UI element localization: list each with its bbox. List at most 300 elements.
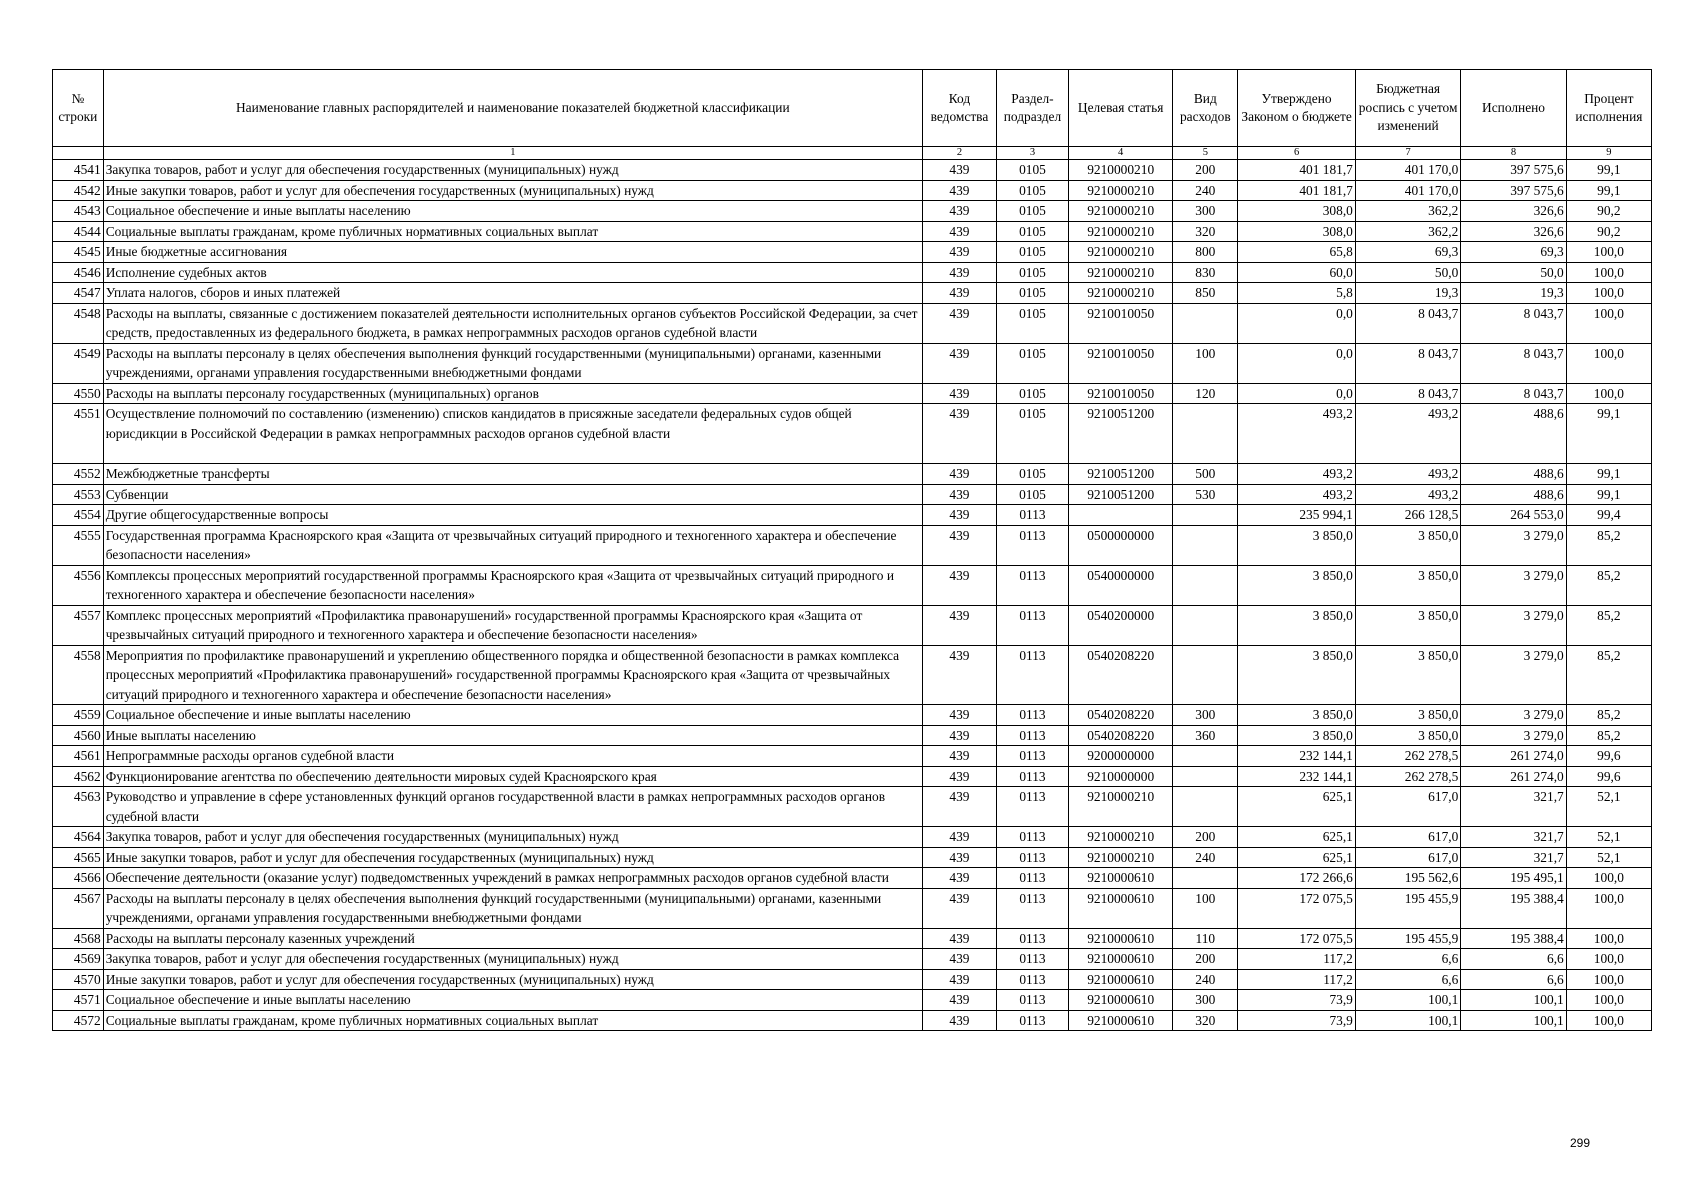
table-row — [53, 484, 1652, 505]
row-name-cell: Иные закупки товаров, работ и услуг для обеспечения государственных (муниципальных) нужд — [103, 969, 922, 990]
section-cell: 0105 — [996, 160, 1068, 181]
target-article-cell: 9210051200 — [1068, 484, 1172, 505]
header-department-code: Код ведомства — [922, 70, 996, 147]
target-article-cell: 0540208220 — [1068, 645, 1172, 705]
executed-amount-cell: 261 274,0 — [1461, 746, 1566, 767]
department-code-cell: 439 — [922, 201, 996, 222]
department-code-cell: 439 — [922, 283, 996, 304]
table-row — [53, 283, 1652, 304]
target-article-cell: 9210051200 — [1068, 404, 1172, 464]
execution-percent-cell: 85,2 — [1566, 725, 1651, 746]
budget-list-amount-cell: 617,0 — [1355, 827, 1460, 848]
section-cell: 0113 — [996, 645, 1068, 705]
row-number-cell: 4556 — [53, 565, 104, 605]
budget-list-amount-cell: 8 043,7 — [1355, 343, 1460, 383]
expense-type-cell: 850 — [1173, 283, 1238, 304]
row-name-cell: Мероприятия по профилактике правонарушений и укреплению общественного порядка и общественной безопасности в рамках комплекса процессных мероприятий «Профилактика правонарушений» государственной программы Красноярского края «Защита от чрезвычайных ситуаций природного и техногенного характера и обеспечение безопасности населения» — [103, 645, 922, 705]
target-article-cell: 9210000210 — [1068, 827, 1172, 848]
target-article-cell: 9210000610 — [1068, 990, 1172, 1011]
column-number: 3 — [996, 147, 1068, 160]
expense-type-cell: 800 — [1173, 242, 1238, 263]
execution-percent-cell: 100,0 — [1566, 928, 1651, 949]
row-name-cell: Иные выплаты населению — [103, 725, 922, 746]
row-name-cell: Непрограммные расходы органов судебной власти — [103, 746, 922, 767]
section-cell: 0105 — [996, 383, 1068, 404]
table-row — [53, 787, 1652, 827]
section-cell: 0105 — [996, 201, 1068, 222]
header-expense-type: Вид расходов — [1173, 70, 1238, 147]
section-cell: 0105 — [996, 303, 1068, 343]
approved-amount-cell: 0,0 — [1238, 303, 1356, 343]
department-code-cell: 439 — [922, 464, 996, 485]
approved-amount-cell: 65,8 — [1238, 242, 1356, 263]
execution-percent-cell: 100,0 — [1566, 949, 1651, 970]
approved-amount-cell: 5,8 — [1238, 283, 1356, 304]
budget-list-amount-cell: 617,0 — [1355, 847, 1460, 868]
approved-amount-cell: 0,0 — [1238, 383, 1356, 404]
section-cell: 0105 — [996, 262, 1068, 283]
execution-percent-cell: 100,0 — [1566, 242, 1651, 263]
expense-type-cell: 100 — [1173, 888, 1238, 928]
execution-percent-cell: 99,4 — [1566, 505, 1651, 526]
budget-list-amount-cell: 8 043,7 — [1355, 383, 1460, 404]
row-number-cell: 4562 — [53, 766, 104, 787]
section-cell: 0113 — [996, 1010, 1068, 1031]
approved-amount-cell: 73,9 — [1238, 1010, 1356, 1031]
executed-amount-cell: 488,6 — [1461, 484, 1566, 505]
approved-amount-cell: 625,1 — [1238, 787, 1356, 827]
budget-list-amount-cell: 401 170,0 — [1355, 180, 1460, 201]
table-row — [53, 343, 1652, 383]
budget-list-amount-cell: 8 043,7 — [1355, 303, 1460, 343]
approved-amount-cell: 493,2 — [1238, 464, 1356, 485]
table-row — [53, 404, 1652, 464]
approved-amount-cell: 73,9 — [1238, 990, 1356, 1011]
section-cell: 0105 — [996, 242, 1068, 263]
department-code-cell: 439 — [922, 383, 996, 404]
budget-list-amount-cell: 262 278,5 — [1355, 766, 1460, 787]
execution-percent-cell: 85,2 — [1566, 605, 1651, 645]
table-header — [53, 70, 1652, 160]
row-name-cell: Комплекс процессных мероприятий «Профилактика правонарушений» государственной программы Красноярского края «Защита от чрезвычайных ситуаций природного и техногенного характера и обеспечение безопасности населения» — [103, 605, 922, 645]
section-cell: 0105 — [996, 484, 1068, 505]
executed-amount-cell: 321,7 — [1461, 787, 1566, 827]
target-article-cell: 9210000210 — [1068, 787, 1172, 827]
approved-amount-cell: 3 850,0 — [1238, 525, 1356, 565]
executed-amount-cell: 100,1 — [1461, 990, 1566, 1011]
expense-type-cell: 120 — [1173, 383, 1238, 404]
expense-type-cell: 100 — [1173, 343, 1238, 383]
table-row — [53, 1010, 1652, 1031]
department-code-cell: 439 — [922, 888, 996, 928]
table-row — [53, 847, 1652, 868]
row-number-cell: 4553 — [53, 484, 104, 505]
column-number: 5 — [1173, 147, 1238, 160]
target-article-cell: 9210000610 — [1068, 888, 1172, 928]
row-name-cell: Социальное обеспечение и иные выплаты населению — [103, 201, 922, 222]
expense-type-cell — [1173, 404, 1238, 464]
execution-percent-cell: 99,1 — [1566, 180, 1651, 201]
expense-type-cell — [1173, 766, 1238, 787]
department-code-cell: 439 — [922, 605, 996, 645]
row-name-cell: Иные закупки товаров, работ и услуг для обеспечения государственных (муниципальных) нужд — [103, 180, 922, 201]
executed-amount-cell: 261 274,0 — [1461, 766, 1566, 787]
row-name-cell: Закупка товаров, работ и услуг для обеспечения государственных (муниципальных) нужд — [103, 949, 922, 970]
department-code-cell: 439 — [922, 221, 996, 242]
budget-list-amount-cell: 493,2 — [1355, 464, 1460, 485]
section-cell: 0113 — [996, 725, 1068, 746]
execution-percent-cell: 99,6 — [1566, 746, 1651, 767]
target-article-cell: 0540208220 — [1068, 725, 1172, 746]
row-name-cell: Иные бюджетные ассигнования — [103, 242, 922, 263]
execution-percent-cell: 100,0 — [1566, 888, 1651, 928]
budget-list-amount-cell: 19,3 — [1355, 283, 1460, 304]
section-cell: 0113 — [996, 969, 1068, 990]
section-cell: 0113 — [996, 525, 1068, 565]
executed-amount-cell: 8 043,7 — [1461, 343, 1566, 383]
row-name-cell: Субвенции — [103, 484, 922, 505]
budget-list-amount-cell: 195 562,6 — [1355, 868, 1460, 889]
row-number-cell: 4563 — [53, 787, 104, 827]
row-name-cell: Иные закупки товаров, работ и услуг для обеспечения государственных (муниципальных) нужд — [103, 847, 922, 868]
row-number-cell: 4567 — [53, 888, 104, 928]
department-code-cell: 439 — [922, 746, 996, 767]
row-name-cell: Социальные выплаты гражданам, кроме публичных нормативных социальных выплат — [103, 1010, 922, 1031]
executed-amount-cell: 321,7 — [1461, 827, 1566, 848]
execution-percent-cell: 100,0 — [1566, 383, 1651, 404]
row-name-cell: Закупка товаров, работ и услуг для обеспечения государственных (муниципальных) нужд — [103, 160, 922, 181]
expense-type-cell: 300 — [1173, 705, 1238, 726]
expense-type-cell — [1173, 787, 1238, 827]
budget-list-amount-cell: 3 850,0 — [1355, 525, 1460, 565]
table-row — [53, 949, 1652, 970]
budget-list-amount-cell: 617,0 — [1355, 787, 1460, 827]
header-percent: Процент исполнения — [1566, 70, 1651, 147]
executed-amount-cell: 3 279,0 — [1461, 725, 1566, 746]
expense-type-cell: 200 — [1173, 949, 1238, 970]
target-article-cell: 9210051200 — [1068, 464, 1172, 485]
row-name-cell: Функционирование агентства по обеспечению деятельности мировых судей Красноярского края — [103, 766, 922, 787]
row-name-cell: Расходы на выплаты персоналу казенных учреждений — [103, 928, 922, 949]
table-row — [53, 969, 1652, 990]
target-article-cell: 0500000000 — [1068, 525, 1172, 565]
department-code-cell: 439 — [922, 949, 996, 970]
row-name-cell: Социальные выплаты гражданам, кроме публичных нормативных социальных выплат — [103, 221, 922, 242]
column-number: 1 — [103, 147, 922, 160]
department-code-cell: 439 — [922, 565, 996, 605]
department-code-cell: 439 — [922, 404, 996, 464]
expense-type-cell — [1173, 505, 1238, 526]
executed-amount-cell: 3 279,0 — [1461, 605, 1566, 645]
row-name-cell: Руководство и управление в сфере установленных функций органов государственной власти в рамках непрограммных расходов органов судебной власти — [103, 787, 922, 827]
column-number: 9 — [1566, 147, 1651, 160]
section-cell: 0113 — [996, 746, 1068, 767]
row-name-cell: Расходы на выплаты персоналу в целях обеспечения выполнения функций государственными (муниципальными) органами, казенными учреждениями, органами управления государственными внебюджетными фондами — [103, 343, 922, 383]
executed-amount-cell: 19,3 — [1461, 283, 1566, 304]
table-row — [53, 180, 1652, 201]
execution-percent-cell: 100,0 — [1566, 343, 1651, 383]
column-number: 7 — [1355, 147, 1460, 160]
target-article-cell: 9210000210 — [1068, 242, 1172, 263]
target-article-cell: 9210000610 — [1068, 949, 1172, 970]
expense-type-cell — [1173, 645, 1238, 705]
section-cell: 0105 — [996, 283, 1068, 304]
execution-percent-cell: 99,1 — [1566, 464, 1651, 485]
row-name-cell: Исполнение судебных актов — [103, 262, 922, 283]
executed-amount-cell: 8 043,7 — [1461, 383, 1566, 404]
target-article-cell: 9210010050 — [1068, 303, 1172, 343]
table-row — [53, 242, 1652, 263]
approved-amount-cell: 0,0 — [1238, 343, 1356, 383]
executed-amount-cell: 69,3 — [1461, 242, 1566, 263]
approved-amount-cell: 3 850,0 — [1238, 645, 1356, 705]
department-code-cell: 439 — [922, 645, 996, 705]
expense-type-cell: 830 — [1173, 262, 1238, 283]
budget-list-amount-cell: 3 850,0 — [1355, 645, 1460, 705]
approved-amount-cell: 625,1 — [1238, 847, 1356, 868]
row-number-cell: 4548 — [53, 303, 104, 343]
budget-list-amount-cell: 362,2 — [1355, 221, 1460, 242]
approved-amount-cell: 493,2 — [1238, 484, 1356, 505]
section-cell: 0113 — [996, 827, 1068, 848]
approved-amount-cell: 60,0 — [1238, 262, 1356, 283]
executed-amount-cell: 326,6 — [1461, 201, 1566, 222]
row-number-cell: 4566 — [53, 868, 104, 889]
approved-amount-cell: 308,0 — [1238, 201, 1356, 222]
executed-amount-cell: 6,6 — [1461, 969, 1566, 990]
executed-amount-cell: 3 279,0 — [1461, 705, 1566, 726]
table-row — [53, 888, 1652, 928]
budget-list-amount-cell: 6,6 — [1355, 969, 1460, 990]
budget-list-amount-cell: 493,2 — [1355, 484, 1460, 505]
table-row — [53, 505, 1652, 526]
approved-amount-cell: 232 144,1 — [1238, 746, 1356, 767]
row-name-cell: Расходы на выплаты персоналу государственных (муниципальных) органов — [103, 383, 922, 404]
expense-type-cell: 320 — [1173, 1010, 1238, 1031]
expense-type-cell: 360 — [1173, 725, 1238, 746]
budget-table-container — [52, 69, 1652, 1031]
executed-amount-cell: 195 388,4 — [1461, 928, 1566, 949]
row-number-cell: 4545 — [53, 242, 104, 263]
target-article-cell: 9210000210 — [1068, 262, 1172, 283]
header-section: Раздел-подраздел — [996, 70, 1068, 147]
executed-amount-cell: 6,6 — [1461, 949, 1566, 970]
executed-amount-cell: 264 553,0 — [1461, 505, 1566, 526]
department-code-cell: 439 — [922, 725, 996, 746]
budget-list-amount-cell: 195 455,9 — [1355, 888, 1460, 928]
execution-percent-cell: 99,1 — [1566, 484, 1651, 505]
expense-type-cell — [1173, 565, 1238, 605]
budget-execution-table — [52, 69, 1652, 1031]
execution-percent-cell: 100,0 — [1566, 868, 1651, 889]
executed-amount-cell: 3 279,0 — [1461, 525, 1566, 565]
execution-percent-cell: 100,0 — [1566, 1010, 1651, 1031]
section-cell: 0113 — [996, 868, 1068, 889]
target-article-cell: 0540208220 — [1068, 705, 1172, 726]
row-name-cell: Другие общегосударственные вопросы — [103, 505, 922, 526]
row-number-cell: 4550 — [53, 383, 104, 404]
expense-type-cell: 320 — [1173, 221, 1238, 242]
expense-type-cell — [1173, 303, 1238, 343]
target-article-cell: 9210000610 — [1068, 928, 1172, 949]
department-code-cell: 439 — [922, 160, 996, 181]
budget-list-amount-cell: 362,2 — [1355, 201, 1460, 222]
expense-type-cell — [1173, 746, 1238, 767]
department-code-cell: 439 — [922, 484, 996, 505]
expense-type-cell: 200 — [1173, 827, 1238, 848]
page-number: 299 — [1570, 1136, 1591, 1150]
approved-amount-cell: 401 181,7 — [1238, 160, 1356, 181]
budget-list-amount-cell: 401 170,0 — [1355, 160, 1460, 181]
executed-amount-cell: 488,6 — [1461, 404, 1566, 464]
expense-type-cell: 500 — [1173, 464, 1238, 485]
department-code-cell: 439 — [922, 505, 996, 526]
row-number-cell: 4561 — [53, 746, 104, 767]
row-name-cell: Осуществление полномочий по составлению (изменению) списков кандидатов в присяжные заседатели федеральных судов общей юрисдикции в Российской Федерации в рамках непрограммных расходов органов судебной власти — [103, 404, 922, 464]
approved-amount-cell: 3 850,0 — [1238, 565, 1356, 605]
budget-list-amount-cell: 493,2 — [1355, 404, 1460, 464]
column-number — [53, 147, 104, 160]
row-number-cell: 4571 — [53, 990, 104, 1011]
row-number-cell: 4542 — [53, 180, 104, 201]
target-article-cell: 9210000210 — [1068, 160, 1172, 181]
row-number-cell: 4555 — [53, 525, 104, 565]
budget-list-amount-cell: 3 850,0 — [1355, 725, 1460, 746]
expense-type-cell: 530 — [1173, 484, 1238, 505]
row-name-cell: Социальное обеспечение и иные выплаты населению — [103, 990, 922, 1011]
department-code-cell: 439 — [922, 262, 996, 283]
row-number-cell: 4554 — [53, 505, 104, 526]
header-approved: Утверждено Законом о бюджете — [1238, 70, 1356, 147]
column-number: 2 — [922, 147, 996, 160]
department-code-cell: 439 — [922, 343, 996, 383]
department-code-cell: 439 — [922, 180, 996, 201]
department-code-cell: 439 — [922, 827, 996, 848]
section-cell: 0105 — [996, 404, 1068, 464]
executed-amount-cell: 3 279,0 — [1461, 565, 1566, 605]
target-article-cell: 0540000000 — [1068, 565, 1172, 605]
row-number-cell: 4541 — [53, 160, 104, 181]
execution-percent-cell: 85,2 — [1566, 705, 1651, 726]
budget-list-amount-cell: 100,1 — [1355, 990, 1460, 1011]
section-cell: 0105 — [996, 180, 1068, 201]
row-number-cell: 4552 — [53, 464, 104, 485]
target-article-cell: 9210010050 — [1068, 343, 1172, 383]
department-code-cell: 439 — [922, 969, 996, 990]
section-cell: 0105 — [996, 464, 1068, 485]
target-article-cell: 0540200000 — [1068, 605, 1172, 645]
row-number-cell: 4551 — [53, 404, 104, 464]
execution-percent-cell: 90,2 — [1566, 201, 1651, 222]
table-row — [53, 827, 1652, 848]
department-code-cell: 439 — [922, 525, 996, 565]
department-code-cell: 439 — [922, 847, 996, 868]
execution-percent-cell: 85,2 — [1566, 525, 1651, 565]
expense-type-cell — [1173, 525, 1238, 565]
execution-percent-cell: 52,1 — [1566, 787, 1651, 827]
department-code-cell: 439 — [922, 766, 996, 787]
target-article-cell: 9210000610 — [1068, 868, 1172, 889]
budget-list-amount-cell: 69,3 — [1355, 242, 1460, 263]
execution-percent-cell: 99,1 — [1566, 160, 1651, 181]
row-number-cell: 4572 — [53, 1010, 104, 1031]
table-row — [53, 221, 1652, 242]
expense-type-cell — [1173, 605, 1238, 645]
row-number-cell: 4559 — [53, 705, 104, 726]
executed-amount-cell: 3 279,0 — [1461, 645, 1566, 705]
budget-list-amount-cell: 195 455,9 — [1355, 928, 1460, 949]
target-article-cell: 9210000210 — [1068, 221, 1172, 242]
section-cell: 0113 — [996, 705, 1068, 726]
row-number-cell: 4546 — [53, 262, 104, 283]
budget-list-amount-cell: 262 278,5 — [1355, 746, 1460, 767]
approved-amount-cell: 3 850,0 — [1238, 605, 1356, 645]
table-row — [53, 766, 1652, 787]
table-row — [53, 645, 1652, 705]
column-number: 4 — [1068, 147, 1172, 160]
expense-type-cell: 240 — [1173, 969, 1238, 990]
header-budget-list: Бюджетная роспись с учетом изменений — [1355, 70, 1460, 147]
target-article-cell: 9210000210 — [1068, 201, 1172, 222]
budget-list-amount-cell: 3 850,0 — [1355, 605, 1460, 645]
row-name-cell: Государственная программа Красноярского края «Защита от чрезвычайных ситуаций природного и техногенного характера и обеспечение безопасности населения» — [103, 525, 922, 565]
approved-amount-cell: 117,2 — [1238, 969, 1356, 990]
row-name-cell: Межбюджетные трансферты — [103, 464, 922, 485]
budget-list-amount-cell: 266 128,5 — [1355, 505, 1460, 526]
execution-percent-cell: 100,0 — [1566, 969, 1651, 990]
expense-type-cell: 300 — [1173, 201, 1238, 222]
executed-amount-cell: 488,6 — [1461, 464, 1566, 485]
target-article-cell: 9210000610 — [1068, 1010, 1172, 1031]
header-executed: Исполнено — [1461, 70, 1566, 147]
row-number-cell: 4570 — [53, 969, 104, 990]
header-row-number: № строки — [53, 70, 104, 147]
executed-amount-cell: 321,7 — [1461, 847, 1566, 868]
table-row — [53, 705, 1652, 726]
executed-amount-cell: 195 388,4 — [1461, 888, 1566, 928]
table-row — [53, 868, 1652, 889]
table-row — [53, 160, 1652, 181]
execution-percent-cell: 100,0 — [1566, 262, 1651, 283]
department-code-cell: 439 — [922, 705, 996, 726]
approved-amount-cell: 172 075,5 — [1238, 928, 1356, 949]
row-name-cell: Уплата налогов, сборов и иных платежей — [103, 283, 922, 304]
row-name-cell: Комплексы процессных мероприятий государственной программы Красноярского края «Защита от чрезвычайных ситуаций природного и техногенного характера и обеспечение безопасности населения» — [103, 565, 922, 605]
column-number-row — [53, 147, 1652, 160]
section-cell: 0113 — [996, 928, 1068, 949]
target-article-cell — [1068, 505, 1172, 526]
execution-percent-cell: 85,2 — [1566, 565, 1651, 605]
row-name-cell: Расходы на выплаты персоналу в целях обеспечения выполнения функций государственными (муниципальными) органами, казенными учреждениями, органами управления государственными внебюджетными фондами — [103, 888, 922, 928]
section-cell: 0105 — [996, 343, 1068, 383]
row-number-cell: 4568 — [53, 928, 104, 949]
department-code-cell: 439 — [922, 1010, 996, 1031]
approved-amount-cell: 308,0 — [1238, 221, 1356, 242]
target-article-cell: 9200000000 — [1068, 746, 1172, 767]
section-cell: 0113 — [996, 565, 1068, 605]
expense-type-cell: 240 — [1173, 180, 1238, 201]
execution-percent-cell: 100,0 — [1566, 990, 1651, 1011]
target-article-cell: 9210010050 — [1068, 383, 1172, 404]
row-name-cell: Расходы на выплаты, связанные с достижением показателей деятельности исполнительных органов субъектов Российской Федерации, за счет средств, предоставленных из федерального бюджета, в рамках непрограммных расходов органов судебной власти — [103, 303, 922, 343]
target-article-cell: 9210000000 — [1068, 766, 1172, 787]
section-cell: 0113 — [996, 787, 1068, 827]
budget-list-amount-cell: 6,6 — [1355, 949, 1460, 970]
row-number-cell: 4564 — [53, 827, 104, 848]
approved-amount-cell: 117,2 — [1238, 949, 1356, 970]
section-cell: 0113 — [996, 605, 1068, 645]
execution-percent-cell: 100,0 — [1566, 303, 1651, 343]
